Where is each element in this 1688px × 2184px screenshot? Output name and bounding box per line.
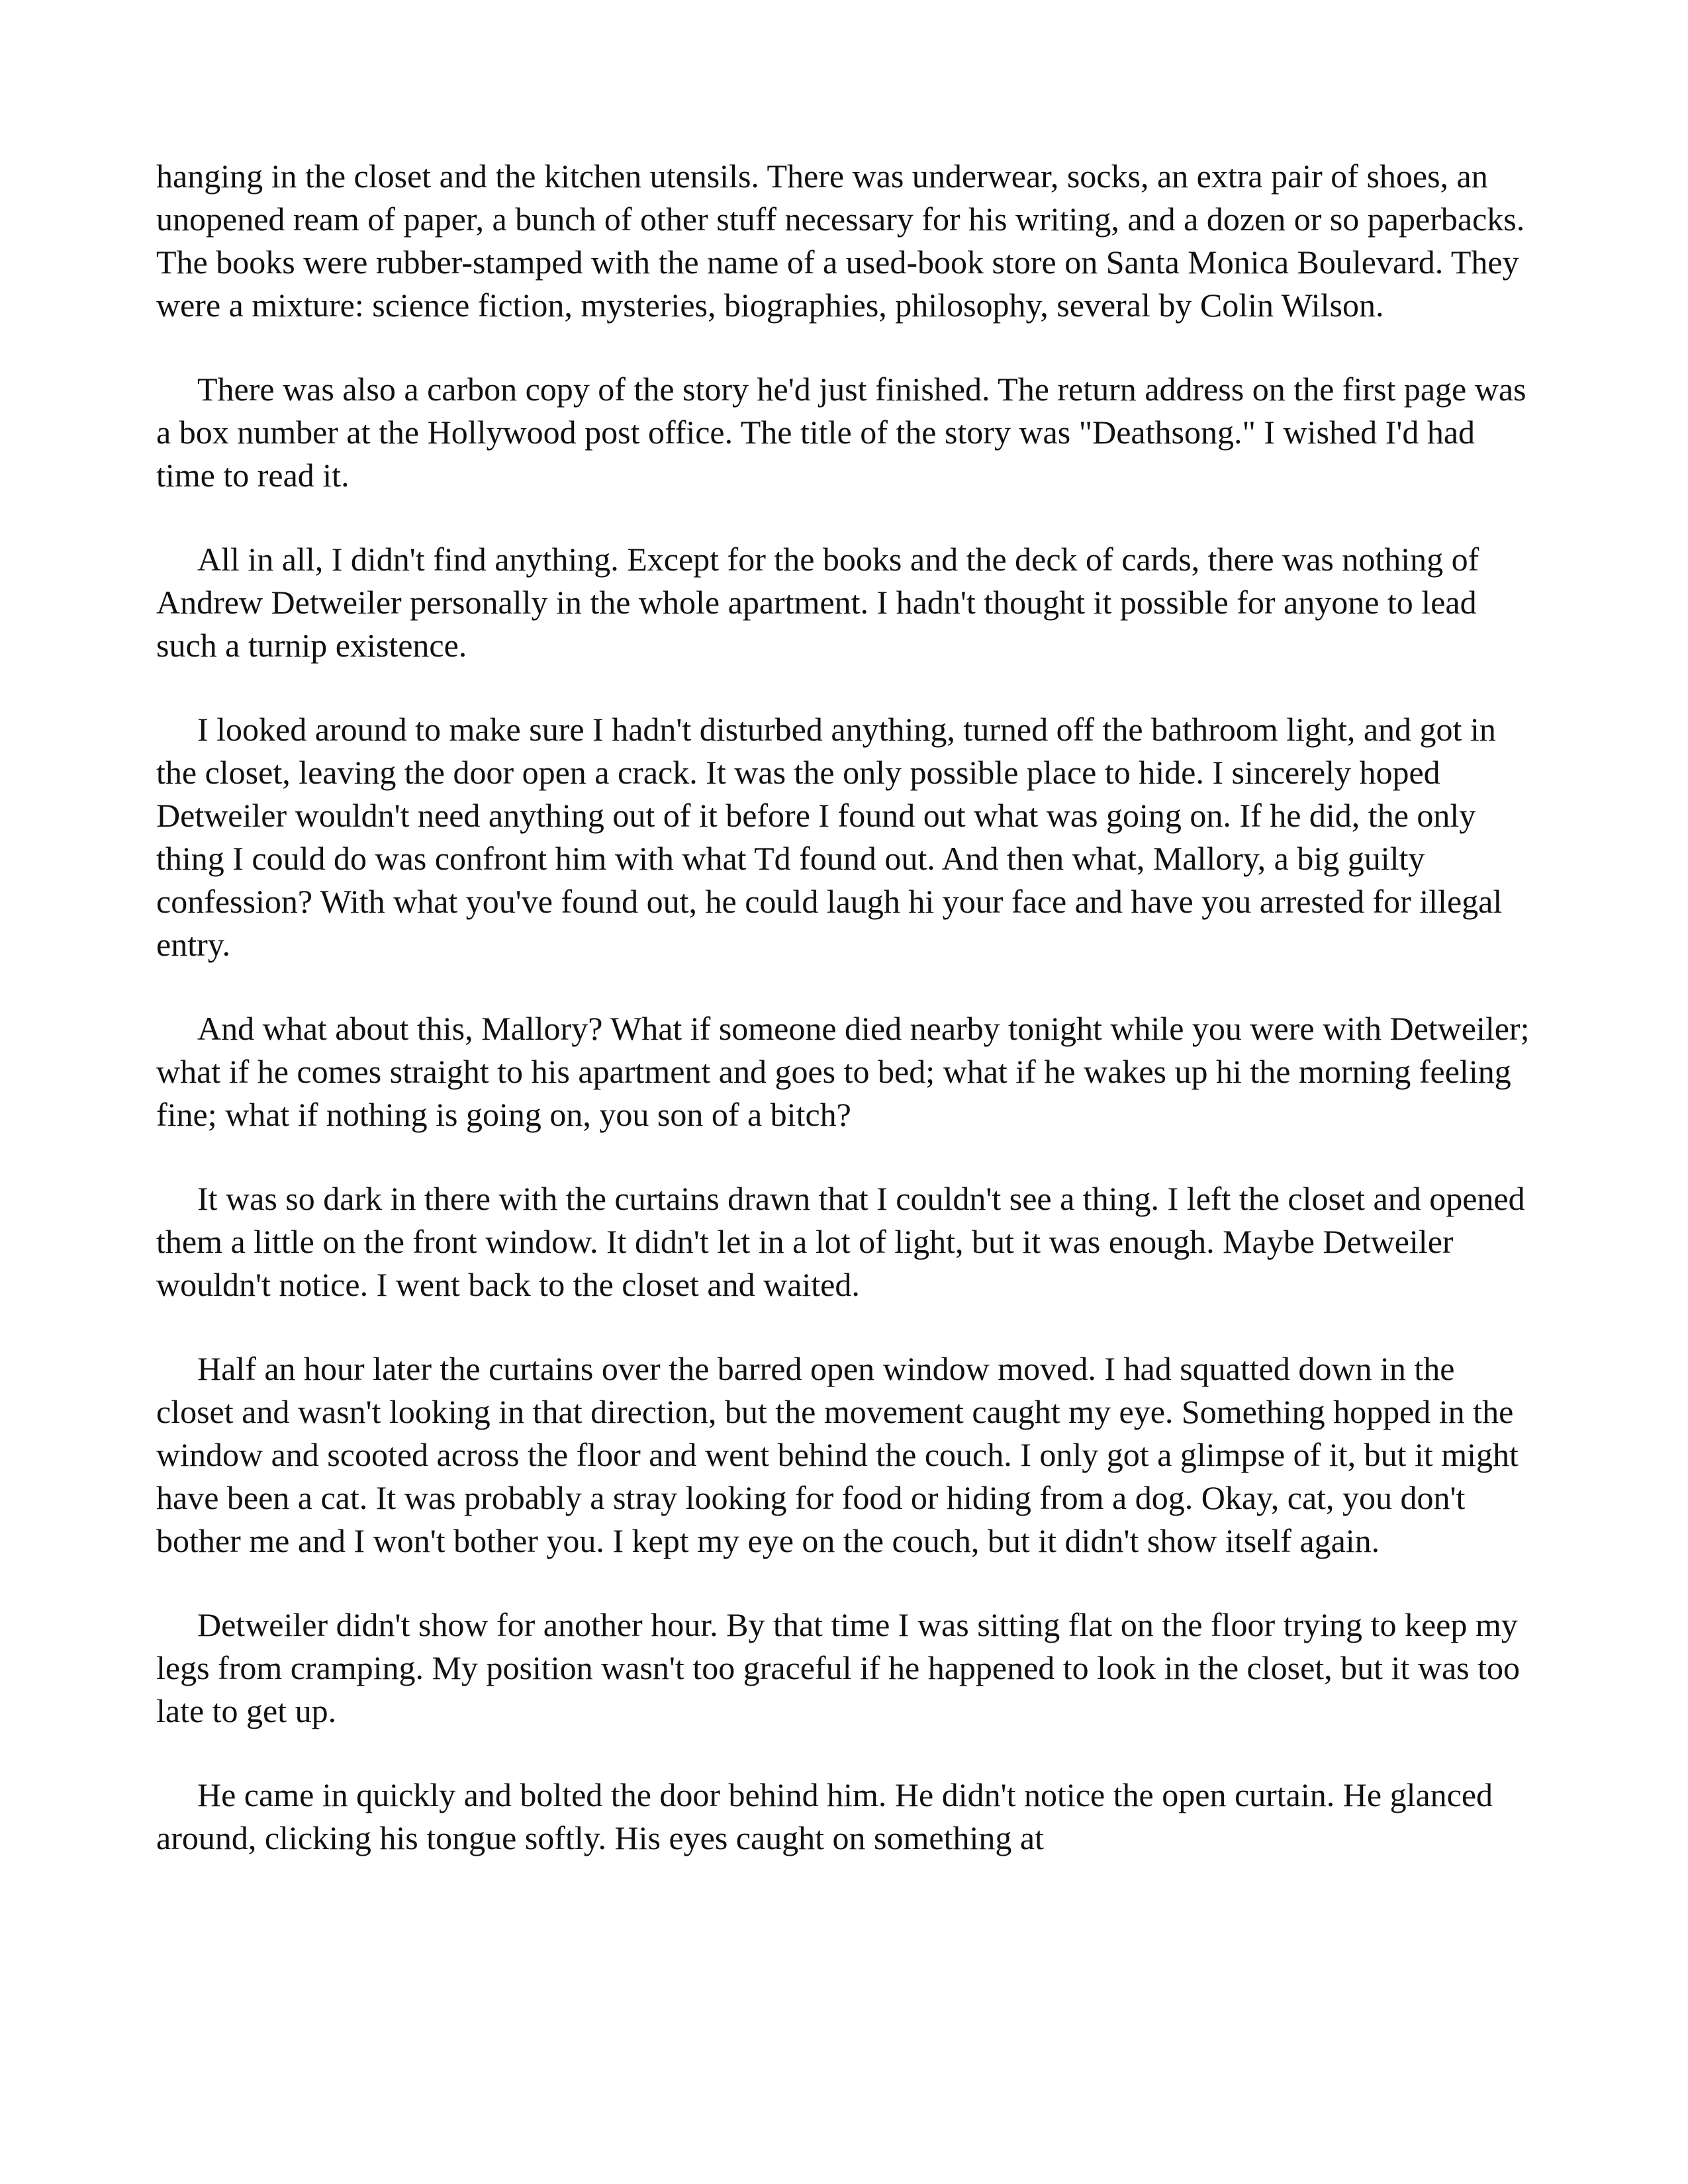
- paragraph-2: There was also a carbon copy of the story he'd just finished. The return address on the first page was a box number at the Hollywood post office. The title of the story was "Deathsong." I wished I'd had time to read it.: [156, 371, 1526, 494]
- paragraph-3: All in all, I didn't find anything. Except for the books and the deck of cards, there was nothing of Andrew Detweiler personally in the whole apartment. I hadn't thought it possible for anyone to lead such a turnip existence.: [156, 541, 1479, 664]
- paragraph-6: It was so dark in there with the curtains drawn that I couldn't see a thing. I left the closet and opened them a little on the front window. It didn't let in a lot of light, but it was enough. Maybe Detweiler wouldn't notice. I went back to the closet and waited.: [156, 1180, 1525, 1303]
- paragraph-8: Detweiler didn't show for another hour. By that time I was sitting flat on the floor trying to keep my legs from cramping. My position wasn't too graceful if he happened to look in the closet, but it was too late to get up.: [156, 1606, 1520, 1729]
- paragraph-9: He came in quickly and bolted the door behind him. He didn't notice the open curtain. He glanced around, clicking his tongue softly. His eyes caught on something at: [156, 1776, 1493, 1856]
- paragraph-1: hanging in the closet and the kitchen utensils. There was underwear, socks, an extra pair of shoes, an unopened ream of paper, a bunch of other stuff necessary for his writing, and a dozen or so paperbacks. The books were rubber-stamped with the name of a used-book store on Santa Monica Boulevard. They were a mixture: science fiction, mysteries, biographies, philosophy, several by Colin Wilson.: [156, 158, 1525, 324]
- paragraph-7: Half an hour later the curtains over the barred open window moved. I had squatted down in the closet and wasn't looking in that direction, but the movement caught my eye. Something hopped in the window and scooted across the floor and went behind the couch. I only got a glimpse of it, but it might have been a cat. It was probably a stray looking for food or hiding from a dog. Okay, cat, you don't bother me and I won't bother you. I kept my eye on the couch, but it didn't show itself again.: [156, 1350, 1519, 1559]
- document-page: [156, 155, 1540, 1860]
- paragraph-5: And what about this, Mallory? What if someone died nearby tonight while you were with Detweiler; what if he comes straight to his apartment and goes to bed; what if he wakes up hi the morning feeling fine; what if nothing is going on, you son of a bitch?: [156, 1010, 1530, 1133]
- paragraph-4: I looked around to make sure I hadn't disturbed anything, turned off the bathroom light, and got in the closet, leaving the door open a crack. It was the only possible place to hide. I sincerely hoped Detweiler wouldn't need anything out of it before I found out what was going on. If he did, the only thing I could do was confront him with what Td found out. And then what, Mallory, a big guilty confession? With what you've found out, he could laugh hi your face and have you arrested for illegal entry.: [156, 711, 1503, 963]
